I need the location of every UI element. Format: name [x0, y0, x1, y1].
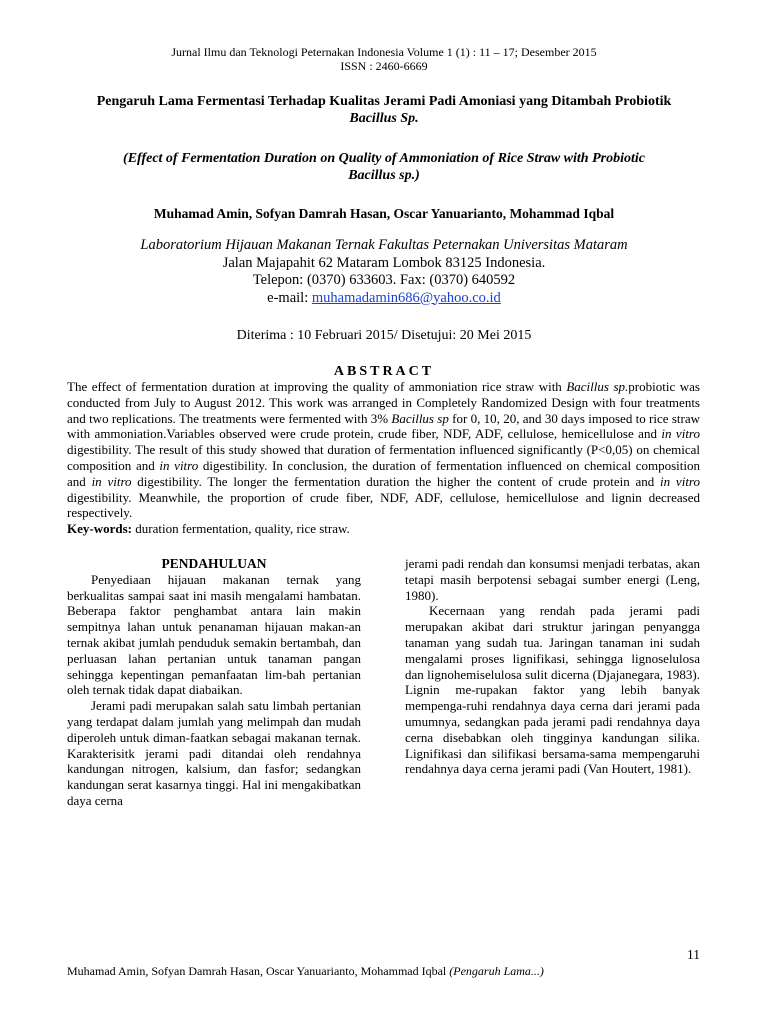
- abstract-text-2: probiotic was conducted from July to August 2012. This work was arranged in Completely Randomized Design with four treatments and two replications. The treatments were fermented with 3%: [67, 379, 700, 426]
- intro-paragraph-2: Jerami padi merupakan salah satu limbah pertanian yang terdapat dalam jumlah yang melimpah dan mudah diperoleh untuk diman-faatkan sebagai makanan ternak. Karakterisitk jerami padi ditandai oleh rendahnya kandungan nitrogen, kalsium, dan fasfor; sedangkan kandungan serat kasarnya tinggi. Hal ini mengakibatkan daya cerna: [67, 698, 361, 808]
- abstract-italic-3: in vitro: [661, 426, 701, 442]
- abstract-italic-5: in vitro: [91, 473, 132, 489]
- section-heading-introduction: PENDAHULUAN: [161, 556, 267, 571]
- paper-title-english: [40, 150, 728, 184]
- right-column: [405, 556, 700, 777]
- title-id-line1: Pengaruh Lama Fermentasi Terhadap Kualitas Jerami Padi Amoniasi yang Ditambah Probiotik: [96, 94, 672, 109]
- intro-paragraph-3: jerami padi rendah dan konsumsi menjadi terbatas, akan tetapi masih berpotensi sebagai sumber energi (Leng, 1980).: [405, 556, 700, 603]
- abstract-text-7: digestibility. Meanwhile, the proportion of crude fiber, NDF, ADF, cellulose, hemicellulose and lignin decreased respectively.: [67, 489, 700, 521]
- keywords-text: duration fermentation, quality, rice straw.: [132, 521, 350, 537]
- intro-paragraph-1: Penyediaan hijauan makanan ternak yang berkualitas sampai saat ini masih mengalami hambatan. Beberapa faktor penghambat antara lain makin sempitnya lahan untuk penanaman hijauan makan-an ternak akibat jumlah penduduk semakin bertambah, dan perluasan lahan pertanian untuk tanaman pangan sehingga kepentingan pemanfaatan lim-bah pertanian oleh ternak tidak dapat diabaikan.: [67, 571, 361, 698]
- institution: Laboratorium Hijauan Makanan Ternak Fakultas Peternakan Universitas Mataram: [140, 237, 628, 253]
- email-line: [0, 290, 768, 308]
- left-column: [67, 556, 361, 809]
- journal-citation: Jurnal Ilmu dan Teknologi Peternakan Indonesia Volume 1 (1) : 11 – 17; Desember 2015: [171, 45, 597, 59]
- abstract-heading: ABSTRACT: [333, 364, 435, 379]
- email-label: e-mail:: [267, 289, 312, 306]
- received-accepted-dates: Diterima : 10 Februari 2015/ Disetujui: 20 Mei 2015: [236, 328, 532, 343]
- author-list: Muhamad Amin, Sofyan Damrah Hasan, Oscar Yanuarianto, Mohammad Iqbal: [153, 206, 615, 221]
- address: Jalan Majapahit 62 Mataram Lombok 83125 Indonesia.: [222, 254, 546, 271]
- abstract-text-5: digestibility. In conclusion, the duration of fermentation influenced on chemical composition and: [67, 457, 701, 489]
- abstract-italic-2: Bacillus sp: [391, 410, 449, 426]
- abstract-paragraph: [67, 379, 700, 521]
- keywords: [67, 521, 700, 537]
- footer-authors: Muhamad Amin, Sofyan Damrah Hasan, Oscar Yanuarianto, Mohammad Iqbal: [67, 964, 450, 978]
- email-link[interactable]: muhamadamin686@yahoo.co.id: [311, 289, 501, 306]
- title-id-line2: Bacillus Sp.: [349, 111, 419, 126]
- phone-fax: Telepon: (0370) 633603. Fax: (0370) 640592: [252, 272, 516, 288]
- affiliation: [0, 237, 768, 307]
- page-number: 11: [687, 947, 700, 962]
- paper-title-indonesian: [40, 93, 728, 127]
- abstract-italic-4: in vitro: [159, 457, 199, 473]
- abstract-text-1: The effect of fermentation duration at improving the quality of ammoniation rice straw with: [67, 379, 567, 394]
- intro-paragraph-4: Kecernaan yang rendah pada jerami padi merupakan akibat dari struktur jaringan penyangga tanaman yang sudah tua. Jaringan tanaman ini sudah mengalami proses lignifikasi, sehingga lignoselulosa dan lignohemiselulosa sulit dicerna (Djajanegara, 1983). Lignin me-rupakan faktor yang lebih banyak mempenga-ruhi rendahnya daya cerna dari jerami pada umumnya, sedangkan pada jerami padi rendahnya daya cerna disebabkan oleh tingginya kandungan silika. Lignifikasi dan silifikasi bersama-sama mempengaruhi rendahnya daya cerna jerami padi (Van Houtert, 1981).: [405, 603, 700, 777]
- abstract-italic-1: Bacillus sp.: [566, 379, 629, 394]
- running-footer: [67, 964, 707, 979]
- keywords-label: Key-words:: [67, 521, 132, 537]
- footer-short-title: (Pengaruh Lama...): [449, 964, 544, 978]
- abstract-text-4: digestibility. The result of this study showed that duration of fermentation influenced significantly (P<0,05) on chemical composition and: [67, 442, 700, 473]
- title-en-line2: Bacillus sp.): [348, 168, 420, 183]
- issn: ISSN : 2460-6669: [340, 59, 428, 73]
- abstract-body: [67, 379, 700, 537]
- journal-header: [0, 45, 768, 73]
- title-en-line1: (Effect of Fermentation Duration on Quality of Ammoniation of Rice Straw with Probiotic: [123, 151, 645, 166]
- abstract-italic-6: in vitro: [660, 473, 701, 489]
- abstract-text-6: digestibility. The longer the fermentation duration the higher the content of crude protein and: [131, 473, 661, 489]
- abstract-text-3: for 0, 10, 20, and 30 days imposed to rice straw with ammoniation.Variables observed were crude protein, crude fiber, NDF, ADF, cellulose, hemicellulose and: [67, 410, 700, 442]
